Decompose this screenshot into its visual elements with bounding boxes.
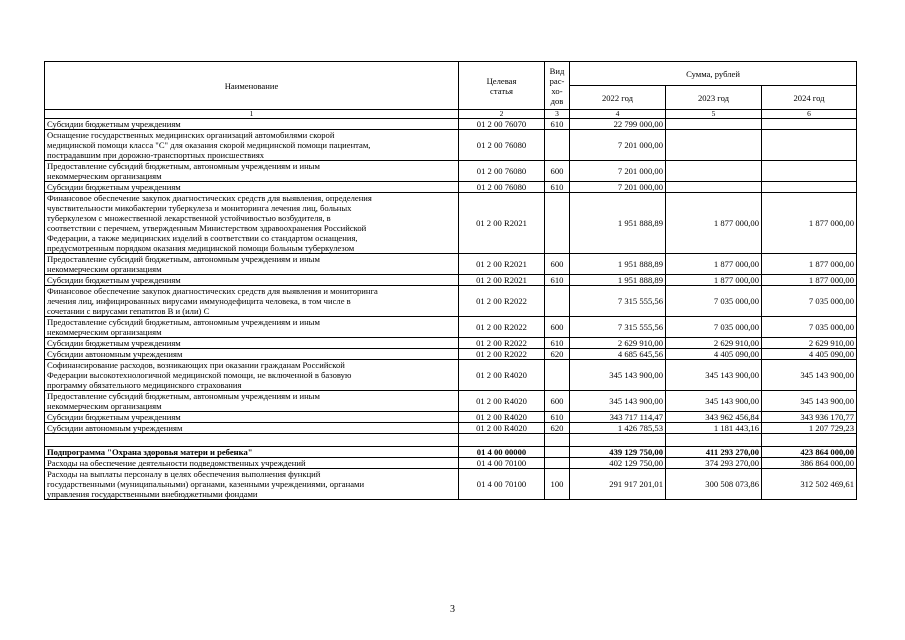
row-sum-2023: 1 877 000,00 [666, 275, 762, 286]
row-name-line: Финансовое обеспечение закупок диагностических средств для выявления и мониторинга [47, 286, 378, 296]
row-expense-kind: 610 [545, 182, 570, 193]
row-sum-2023: 2 629 910,00 [666, 338, 762, 349]
row-target-code: 01 2 00 R2022 [459, 349, 545, 360]
table-row [45, 161, 857, 182]
row-name [45, 119, 459, 130]
row-expense-kind [545, 193, 570, 254]
page-number: 3 [450, 604, 455, 615]
row-name [45, 349, 459, 360]
row-sum-2024 [762, 130, 857, 161]
row-sum-2022: 1 951 888,89 [570, 193, 666, 254]
row-expense-kind: 610 [545, 338, 570, 349]
table-row [45, 286, 857, 317]
row-name [45, 338, 459, 349]
row-target-code: 01 2 00 R4020 [459, 360, 545, 391]
row-name [45, 412, 459, 423]
row-sum-2023 [666, 119, 762, 130]
row-name-line: Субсидии автономным учреждениям [47, 423, 183, 433]
row-name [45, 391, 459, 412]
row-sum-2022: 7 201 000,00 [570, 182, 666, 193]
row-target-code: 01 2 00 R4020 [459, 423, 545, 434]
row-name-line: Расходы на выплаты персоналу в целях обеспечения выполнения функций [47, 469, 321, 479]
header-target: Целевая статья [459, 62, 545, 110]
row-sum-2022: 7 315 555,56 [570, 317, 666, 338]
row-target-code: 01 2 00 R2022 [459, 338, 545, 349]
row-name-line: Финансовое обеспечение закупок диагностических средств для выявления, определения [47, 193, 372, 203]
row-name-line: туберкулезом с множественной лекарственной устойчивостью возбудителя, в [47, 213, 331, 223]
col-number: 6 [762, 110, 857, 119]
row-expense-kind: 610 [545, 275, 570, 286]
row-sum-2024 [762, 182, 857, 193]
empty-cell [762, 434, 857, 447]
empty-cell [666, 434, 762, 447]
row-expense-kind: 100 [545, 469, 570, 500]
row-name-line: Предоставление субсидий бюджетным, автономным учреждениям и иным [47, 161, 320, 171]
row-sum-2024: 1 207 729,23 [762, 423, 857, 434]
row-target-code: 01 2 00 76070 [459, 119, 545, 130]
row-name-line: некоммерческим организациям [47, 401, 162, 411]
row-sum-2023: 4 405 090,00 [666, 349, 762, 360]
row-name [45, 254, 459, 275]
col-number: 1 [45, 110, 459, 119]
row-name-line: Предоставление субсидий бюджетным, автономным учреждениям и иным [47, 254, 320, 264]
row-name [45, 317, 459, 338]
row-sum-2022: 7 201 000,00 [570, 161, 666, 182]
row-name-line: Субсидии бюджетным учреждениям [47, 182, 181, 192]
row-name [45, 182, 459, 193]
row-target-code: 01 2 00 R2021 [459, 193, 545, 254]
col-number: 3 [545, 110, 570, 119]
table-row [45, 447, 857, 458]
column-number-row [45, 110, 857, 119]
row-sum-2022: 343 717 114,47 [570, 412, 666, 423]
row-name-line: управления государственными внебюджетными фондами [47, 489, 258, 499]
row-target-code: 01 4 00 00000 [459, 447, 545, 458]
row-sum-2023: 1 877 000,00 [666, 193, 762, 254]
row-sum-2022: 7 315 555,56 [570, 286, 666, 317]
row-name-line: Субсидии бюджетным учреждениям [47, 275, 181, 285]
row-sum-2023: 1 181 443,16 [666, 423, 762, 434]
row-name [45, 130, 459, 161]
row-expense-kind: 600 [545, 254, 570, 275]
header-year-2024: 2024 год [762, 86, 857, 110]
budget-table [44, 61, 857, 500]
row-target-code: 01 2 00 R4020 [459, 391, 545, 412]
row-name-line: некоммерческим организациям [47, 171, 162, 181]
row-target-code: 01 2 00 R2021 [459, 275, 545, 286]
row-target-code: 01 4 00 70100 [459, 458, 545, 469]
row-sum-2023: 411 293 270,00 [666, 447, 762, 458]
row-target-code: 01 2 00 R2022 [459, 317, 545, 338]
row-name-line: некоммерческим организациям [47, 264, 162, 274]
row-sum-2022: 439 129 750,00 [570, 447, 666, 458]
row-name-line: Субсидии автономным учреждениям [47, 349, 183, 359]
row-expense-kind [545, 130, 570, 161]
empty-cell [570, 434, 666, 447]
col-number: 5 [666, 110, 762, 119]
row-sum-2022: 291 917 201,01 [570, 469, 666, 500]
row-sum-2022: 4 685 645,56 [570, 349, 666, 360]
table-row [45, 182, 857, 193]
table-row [45, 360, 857, 391]
row-sum-2022: 345 143 900,00 [570, 360, 666, 391]
row-sum-2022: 345 143 900,00 [570, 391, 666, 412]
header-year-2022: 2022 год [570, 86, 666, 110]
row-sum-2023: 345 143 900,00 [666, 391, 762, 412]
row-name-line: государственными (муниципальными) органами, казенными учреждениями, органами [47, 479, 365, 489]
table-row [45, 391, 857, 412]
table-row [45, 458, 857, 469]
table-row [45, 423, 857, 434]
row-sum-2023: 345 143 900,00 [666, 360, 762, 391]
row-name-line: Предоставление субсидий бюджетным, автономным учреждениям и иным [47, 391, 320, 401]
row-name-line: предусмотренным порядком оказания медицинской помощи больным туберкулезом [47, 243, 355, 253]
table-row [45, 317, 857, 338]
row-expense-kind: 600 [545, 317, 570, 338]
row-sum-2023: 7 035 000,00 [666, 286, 762, 317]
row-sum-2024: 1 877 000,00 [762, 193, 857, 254]
table-row [45, 119, 857, 130]
row-target-code: 01 2 00 76080 [459, 182, 545, 193]
spacer-row [45, 434, 857, 447]
row-sum-2024: 1 877 000,00 [762, 254, 857, 275]
row-sum-2024: 7 035 000,00 [762, 286, 857, 317]
row-name-line: лечения лиц, инфицированных вирусами иммунодефицита человека, в том числе в [47, 296, 351, 306]
row-name-line: Софинансирование расходов, возникающих при оказании гражданам Российской [47, 360, 345, 370]
row-name-line: Субсидии бюджетным учреждениям [47, 412, 181, 422]
row-sum-2024: 423 864 000,00 [762, 447, 857, 458]
table-row [45, 275, 857, 286]
empty-cell [459, 434, 545, 447]
row-name-line: программу обязательного медицинского страхования [47, 380, 242, 390]
row-sum-2022: 1 951 888,89 [570, 275, 666, 286]
row-name [45, 458, 459, 469]
row-name-line: Субсидии бюджетным учреждениям [47, 338, 181, 348]
row-name-line: Предоставление субсидий бюджетным, автономным учреждениям и иным [47, 317, 320, 327]
row-expense-kind [545, 447, 570, 458]
row-sum-2024: 2 629 910,00 [762, 338, 857, 349]
empty-cell [45, 434, 459, 447]
row-name-line: сочетании с вирусами гепатитов В и (или) С [47, 306, 210, 316]
row-target-code: 01 2 00 R4020 [459, 412, 545, 423]
col-number: 4 [570, 110, 666, 119]
row-name [45, 275, 459, 286]
row-sum-2023: 343 962 456,84 [666, 412, 762, 423]
row-sum-2023: 7 035 000,00 [666, 317, 762, 338]
row-name-line: Подпрограмма "Охрана здоровья матери и ребенка" [47, 447, 253, 457]
row-sum-2024: 386 864 000,00 [762, 458, 857, 469]
header-row-top [45, 62, 857, 86]
table-row [45, 469, 857, 500]
row-expense-kind [545, 458, 570, 469]
row-sum-2022: 402 129 750,00 [570, 458, 666, 469]
row-expense-kind [545, 286, 570, 317]
row-target-code: 01 2 00 R2021 [459, 254, 545, 275]
row-sum-2023: 1 877 000,00 [666, 254, 762, 275]
empty-cell [545, 434, 570, 447]
row-expense-kind: 600 [545, 161, 570, 182]
row-name [45, 447, 459, 458]
row-sum-2024: 312 502 469,61 [762, 469, 857, 500]
row-name [45, 193, 459, 254]
row-expense-kind: 620 [545, 423, 570, 434]
row-target-code: 01 2 00 76080 [459, 161, 545, 182]
row-target-code: 01 4 00 70100 [459, 469, 545, 500]
row-name-line: некоммерческим организациям [47, 327, 162, 337]
row-target-code: 01 2 00 76080 [459, 130, 545, 161]
row-expense-kind: 600 [545, 391, 570, 412]
row-sum-2024: 345 143 900,00 [762, 360, 857, 391]
row-sum-2024: 7 035 000,00 [762, 317, 857, 338]
row-sum-2022: 7 201 000,00 [570, 130, 666, 161]
row-name-line: пострадавшим при дорожно-транспортных происшествиях [47, 150, 265, 160]
row-sum-2024: 343 936 170,77 [762, 412, 857, 423]
row-name-line: соответствии с перечнем, утвержденным Министерством здравоохранения Российской [47, 223, 367, 233]
row-sum-2022: 1 426 785,53 [570, 423, 666, 434]
row-name [45, 423, 459, 434]
row-sum-2024: 4 405 090,00 [762, 349, 857, 360]
row-sum-2023: 300 508 073,86 [666, 469, 762, 500]
header-kind: Вид рас- хо- дов [545, 62, 570, 110]
row-sum-2024: 1 877 000,00 [762, 275, 857, 286]
row-sum-2024 [762, 119, 857, 130]
row-sum-2023: 374 293 270,00 [666, 458, 762, 469]
row-expense-kind [545, 360, 570, 391]
row-sum-2024: 345 143 900,00 [762, 391, 857, 412]
row-name [45, 360, 459, 391]
table-row [45, 130, 857, 161]
header-sum: Сумма, рублей [570, 62, 857, 86]
row-name-line: Федерации, а также медицинских изделий в соответствии со стандартом оснащения, [47, 233, 358, 243]
col-number: 2 [459, 110, 545, 119]
row-sum-2024 [762, 161, 857, 182]
row-sum-2022: 1 951 888,89 [570, 254, 666, 275]
table-row [45, 193, 857, 254]
row-name [45, 469, 459, 500]
row-sum-2022: 22 799 000,00 [570, 119, 666, 130]
header-name: Наименование [45, 62, 459, 110]
row-sum-2023 [666, 130, 762, 161]
row-name-line: Субсидии бюджетным учреждениям [47, 119, 181, 129]
header-year-2023: 2023 год [666, 86, 762, 110]
row-expense-kind: 610 [545, 412, 570, 423]
table-row [45, 254, 857, 275]
row-name-line: Федерации высокотехнологичной медицинской помощи, не включенной в базовую [47, 370, 352, 380]
row-sum-2022: 2 629 910,00 [570, 338, 666, 349]
row-name-line: Расходы на обеспечение деятельности подведомственных учреждений [47, 458, 306, 468]
row-name [45, 161, 459, 182]
row-sum-2023 [666, 182, 762, 193]
table-row [45, 412, 857, 423]
row-sum-2023 [666, 161, 762, 182]
table-row [45, 349, 857, 360]
row-name-line: медицинской помощи класса "С" для оказания скорой медицинской помощи пациентам, [47, 140, 371, 150]
row-expense-kind: 620 [545, 349, 570, 360]
row-expense-kind: 610 [545, 119, 570, 130]
row-target-code: 01 2 00 R2022 [459, 286, 545, 317]
table-row [45, 338, 857, 349]
row-name-line: чувствительности микобактерии туберкулеза и мониторинга лечения лиц, больных [47, 203, 352, 213]
row-name-line: Оснащение государственных медицинских организаций автомобилями скорой [47, 130, 335, 140]
row-name [45, 286, 459, 317]
